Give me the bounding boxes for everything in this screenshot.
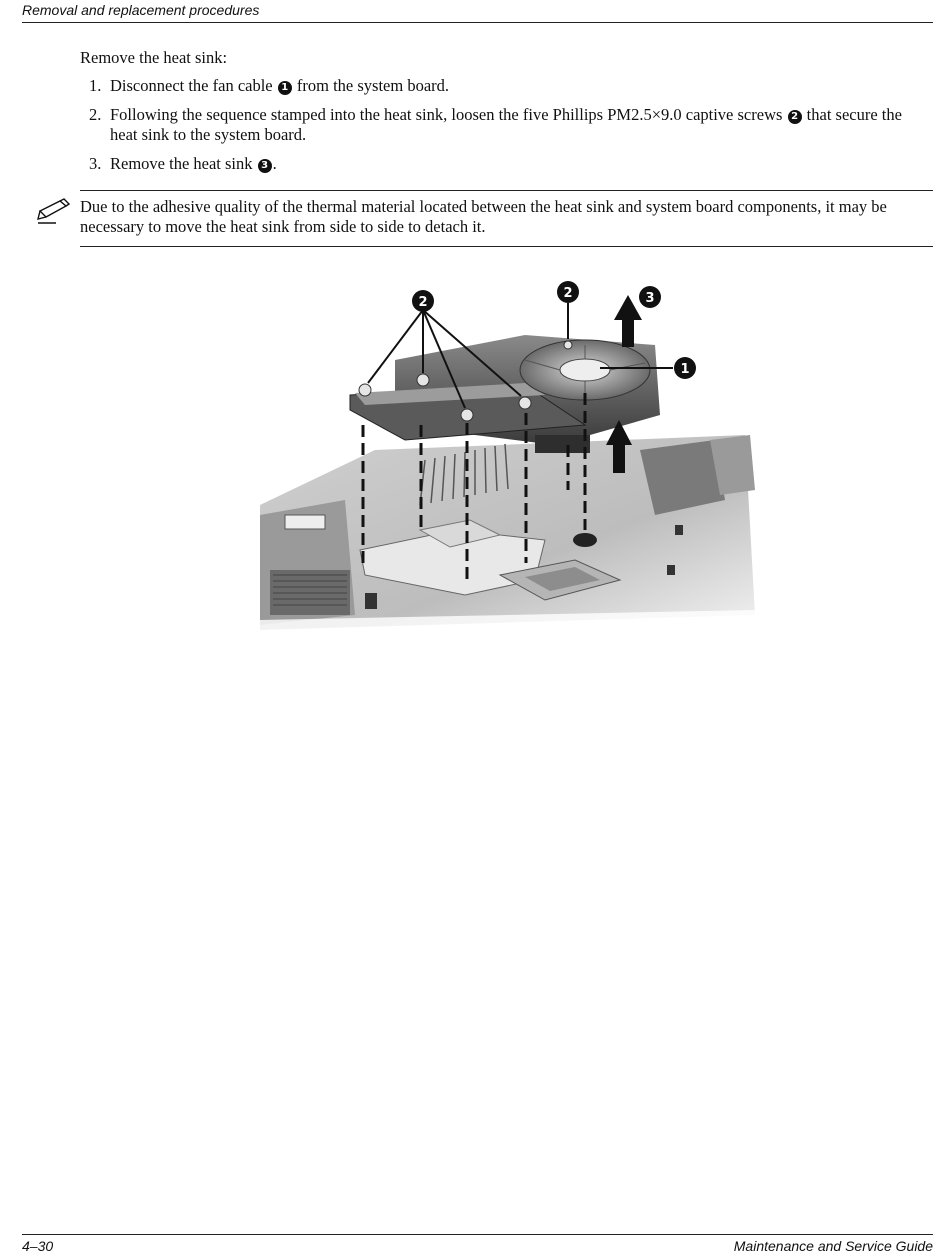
step-3: [80, 154, 925, 174]
callout-marker: 3: [258, 159, 272, 173]
note-box: [80, 190, 933, 247]
figure-callout: [412, 290, 434, 312]
step-text: from the system board.: [296, 76, 450, 95]
step-1: [80, 76, 925, 96]
step-text: Following the sequence stamped into the heat sink, loosen the five Phillips PM2.5×9.0 captive screws: [110, 105, 783, 124]
svg-text:3: 3: [645, 291, 655, 306]
page-number: 4–30: [22, 1238, 54, 1254]
step-number: 2.: [89, 105, 102, 124]
svg-text:2: 2: [563, 286, 573, 301]
running-header: [22, 0, 933, 23]
system-board: [260, 435, 755, 640]
step-number: 1.: [89, 76, 102, 95]
heat-sink-removal-illustration: [255, 275, 760, 640]
callout-marker: 1: [278, 81, 292, 95]
procedure-steps: [80, 76, 925, 183]
figure-callout: [674, 357, 696, 379]
svg-text:2: 2: [418, 295, 428, 310]
figure-callout: [557, 281, 579, 303]
figure-callout: [639, 286, 661, 308]
step-2: [80, 105, 925, 145]
step-number: 3.: [89, 154, 102, 173]
pencil-note-icon: [36, 197, 72, 227]
callout-marker: 2: [788, 110, 802, 124]
intro-text: Remove the heat sink:: [80, 48, 228, 67]
note-text: Due to the adhesive quality of the thermal material located between the heat sink and system board components, it may be necessary to move the heat sink from side to side to detach it.: [80, 197, 887, 236]
step-text: Disconnect the fan cable: [110, 76, 273, 95]
step-text: Remove the heat sink: [110, 154, 253, 173]
running-footer: [22, 1234, 933, 1255]
svg-text:1: 1: [680, 362, 690, 377]
up-arrow-icon: [614, 295, 642, 347]
section-title: Removal and replacement procedures: [22, 2, 260, 18]
guide-title: Maintenance and Service Guide: [733, 1238, 933, 1254]
step-text: .: [272, 154, 277, 173]
step-text: that secure the heat sink to the system board.: [110, 105, 902, 144]
